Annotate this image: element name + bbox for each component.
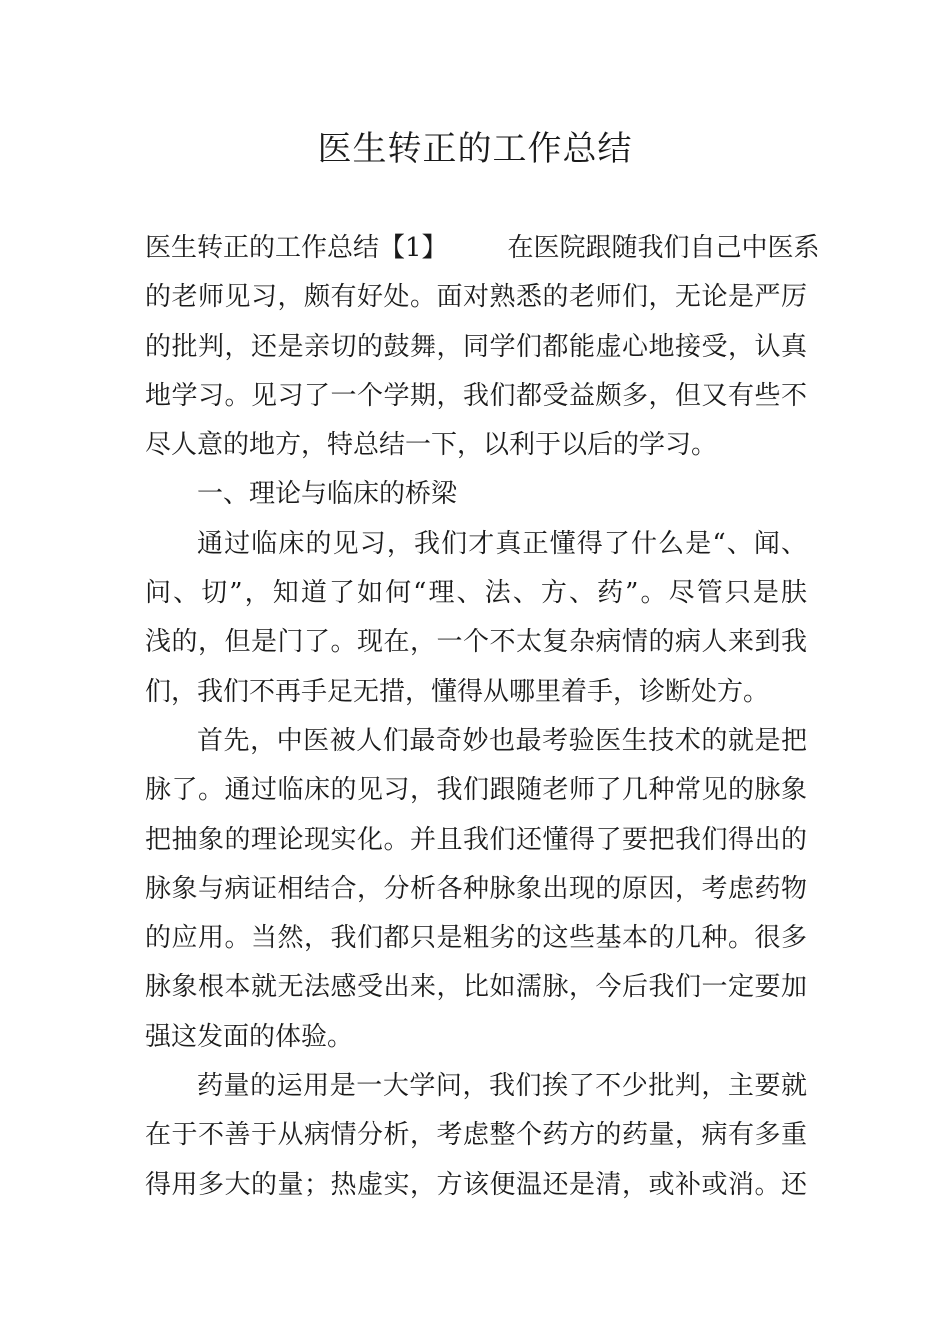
paragraph-1-line-2: 的老师见习，颇有好处。面对熟悉的老师们，无论是严厉 (145, 282, 807, 313)
document-body (145, 224, 820, 1210)
paragraph-2-line-3: 浅的，但是门了。现在，一个不太复杂病情的病人来到我 (145, 627, 807, 658)
section-heading-1: 一、理论与临床的桥梁 (197, 479, 458, 510)
paragraph-4-line-3: 得用多大的量；热虚实，方该便温还是清，或补或消。还 (145, 1169, 807, 1200)
paragraph-2-line-1: 通过临床的见习，我们才真正懂得了什么是“、闻、 (197, 528, 807, 559)
paragraph-3-line-5: 的应用。当然，我们都只是粗劣的这些基本的几种。很多 (145, 923, 807, 954)
paragraph-3-line-1: 首先，中医被人们最奇妙也最考验医生技术的就是把 (197, 725, 807, 756)
paragraph-1-line-4: 地学习。见习了一个学期，我们都受益颇多，但又有些不 (145, 380, 807, 411)
paragraph-3-line-3: 把抽象的理论现实化。并且我们还懂得了要把我们得出的 (145, 824, 807, 855)
section-lead: 医生转正的工作总结【1】 (145, 233, 448, 263)
paragraph-1-line-1 (145, 224, 820, 273)
paragraph-2-line-4: 们，我们不再手足无措，懂得从哪里着手，诊断处方。 (145, 676, 770, 707)
paragraph-3-line-2: 脉了。通过临床的见习，我们跟随老师了几种常见的脉象 (145, 775, 807, 806)
paragraph-2-line-2: 问、切”，知道了如何“理、法、方、药”。尽管只是肤 (145, 578, 807, 609)
paragraph-4-line-2: 在于不善于从病情分析，考虑整个药方的药量，病有多重 (145, 1120, 807, 1151)
paragraph-1-line-1-text: 在医院跟随我们自己中医系 (507, 233, 820, 263)
document-title: 医生转正的工作总结 (317, 129, 633, 169)
paragraph-3-line-4: 脉象与病证相结合，分析各种脉象出现的原因，考虑药物 (145, 873, 807, 904)
paragraph-3-line-6: 脉象根本就无法感受出来，比如濡脉，今后我们一定要加 (145, 972, 807, 1003)
paragraph-3-line-7: 强这发面的体验。 (145, 1021, 354, 1052)
paragraph-1-line-3: 的批判，还是亲切的鼓舞，同学们都能虚心地接受，认真 (145, 331, 807, 362)
paragraph-1-line-5: 尽人意的地方，特总结一下，以利于以后的学习。 (145, 430, 718, 461)
paragraph-4-line-1: 药量的运用是一大学问，我们挨了不少批判，主要就 (197, 1071, 807, 1102)
